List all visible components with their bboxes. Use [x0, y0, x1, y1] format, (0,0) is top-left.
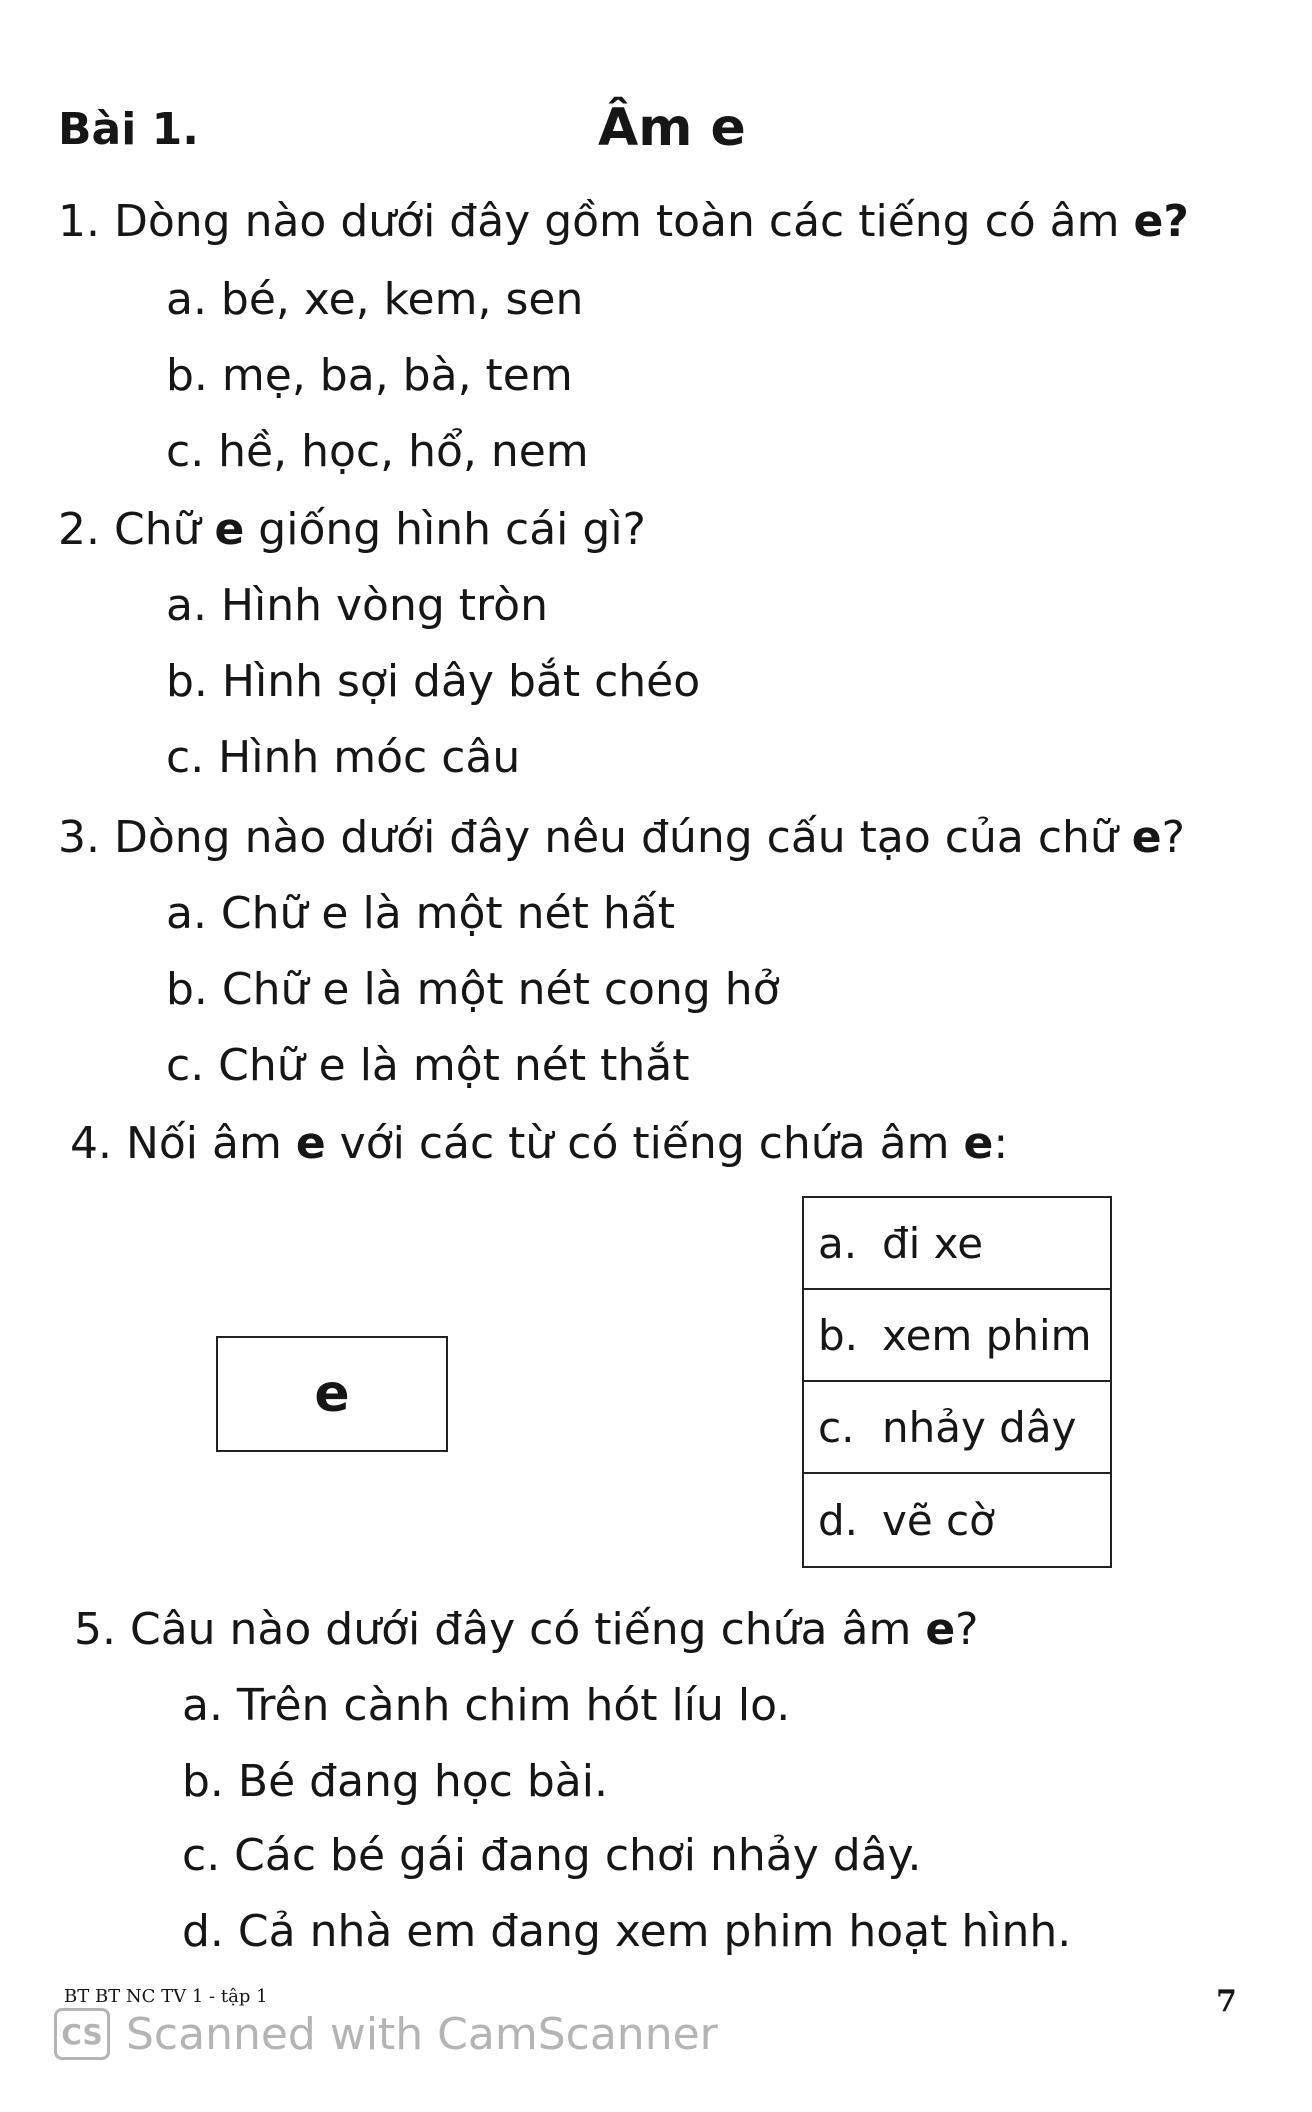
question-5-option-a: a. Trên cành chim hót líu lo. — [182, 1680, 791, 1731]
match-option-a: a. đi xe — [804, 1198, 1110, 1290]
question-4: 4. Nối âm e với các từ có tiếng chứa âm e: — [70, 1118, 1009, 1169]
question-2-option-a: a. Hình vòng tròn — [166, 580, 548, 631]
question-2-option-b: b. Hình sợi dây bắt chéo — [166, 656, 701, 707]
question-5: 5. Câu nào dưới đây có tiếng chứa âm e? — [74, 1604, 979, 1655]
question-5-option-b: b. Bé đang học bài. — [182, 1756, 608, 1807]
lesson-number: Bài 1. — [58, 104, 199, 155]
question-3-option-b: b. Chữ e là một nét cong hở — [166, 964, 780, 1015]
watermark-text: Scanned with CamScanner — [126, 2008, 718, 2060]
match-option-d: d. vẽ cờ — [818, 1495, 995, 1545]
page-title: Âm e — [598, 98, 746, 158]
page-number: 7 — [1216, 1984, 1237, 2019]
match-option-c: c. nhảy dây — [804, 1382, 1110, 1474]
question-5-option-c: c. Các bé gái đang chơi nhảy dây. — [182, 1830, 922, 1881]
sound-e-box: e — [216, 1336, 448, 1452]
question-3-option-a: a. Chữ e là một nét hất — [166, 888, 675, 939]
matching-table — [802, 1196, 1112, 1568]
question-3-option-c: c. Chữ e là một nét thắt — [166, 1040, 690, 1091]
camscanner-watermark — [54, 2008, 718, 2060]
question-2-option-c: c. Hình móc câu — [166, 732, 521, 783]
question-2: 2. Chữ e giống hình cái gì? — [58, 504, 646, 555]
match-option-b: b. xem phim — [804, 1290, 1110, 1382]
question-3: 3. Dòng nào dưới đây nêu đúng cấu tạo của chữ e? — [58, 812, 1185, 863]
book-footer: BT BT NC TV 1 - tập 1 — [64, 1986, 268, 2007]
question-1-option-c: c. hề, học, hổ, nem — [166, 426, 589, 477]
question-1-option-a: a. bé, xe, kem, sen — [166, 274, 584, 325]
camscanner-logo-icon: CS — [54, 2008, 110, 2060]
question-5-option-d: d. Cả nhà em đang xem phim hoạt hình. — [182, 1906, 1072, 1957]
question-1: 1. Dòng nào dưới đây gồm toàn các tiếng có âm e? — [58, 196, 1189, 247]
question-1-option-b: b. mẹ, ba, bà, tem — [166, 350, 573, 401]
